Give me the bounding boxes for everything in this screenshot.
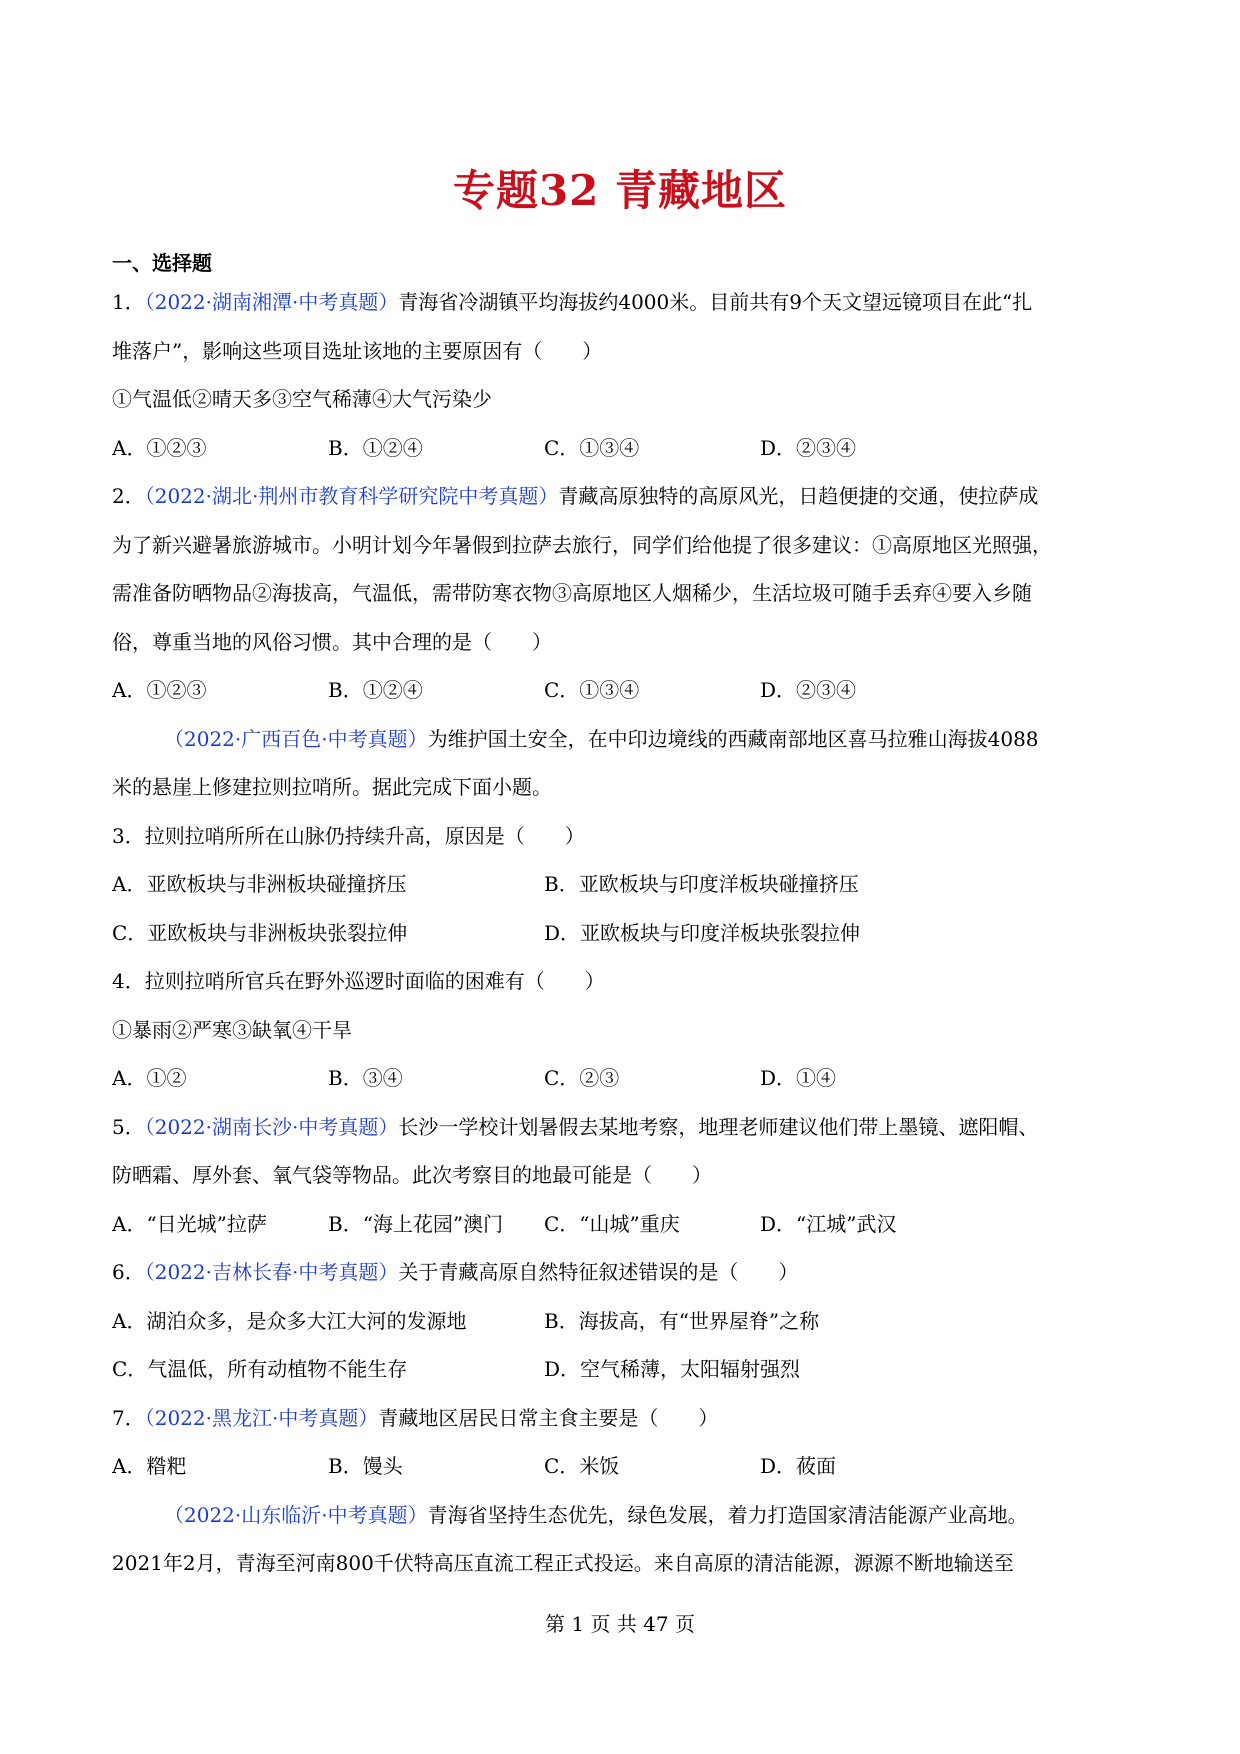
- q6-options-row2: [112, 1345, 1142, 1394]
- option-b: B．“海上花园”澳门: [328, 1211, 504, 1236]
- option-b: B．馒头: [328, 1454, 403, 1478]
- option-c: C．②③: [544, 1066, 620, 1090]
- q2-line3: 需准备防晒物品②海拔高，气温低，需带防寒衣物③高原地区人烟稀少，生活垃圾可随手丢弃④要入乡随: [112, 581, 1032, 605]
- group8-line1: （2022·山东临沂·中考真题）青海省坚持生态优先，绿色发展，着力打造国家清洁能源产业高地。: [164, 1502, 1028, 1527]
- q5-line1: 5．（2022·湖南长沙·中考真题）长沙一学校计划暑假去某地考察，地理老师建议他们带上墨镜、遮阳帽、: [112, 1114, 1039, 1139]
- group34-line2: 米的悬崖上修建拉则拉哨所。据此完成下面小题。: [112, 775, 552, 799]
- option-d: D．莜面: [760, 1454, 837, 1478]
- q1-line1: 1．（2022·湖南湘潭·中考真题）青海省冷湖镇平均海拔约4000米。目前共有9个天文望远镜项目在此“扎: [112, 290, 1033, 314]
- option-a: A．湖泊众多，是众多大江大河的发源地: [112, 1308, 467, 1333]
- q2-options: [112, 666, 1142, 715]
- q4-stem: 4．拉则拉哨所官兵在野外巡逻时面临的困难有（ ）: [112, 969, 605, 993]
- q2-line2: 为了新兴避暑旅游城市。小明计划今年暑假到拉萨去旅行，同学们给他提了很多建议：①高原地区光照强，: [112, 532, 1052, 557]
- section-heading: 一、选择题: [112, 251, 212, 275]
- q7-source: （2022·黑龙江·中考真题）: [144, 1405, 379, 1430]
- q1-options: [112, 424, 1142, 473]
- option-b: B．③④: [328, 1066, 403, 1090]
- q5-line2: 防晒霜、厚外套、氧气袋等物品。此次考察目的地最可能是（ ）: [112, 1163, 712, 1187]
- option-b: B．海拔高，有“世界屋脊”之称: [544, 1308, 820, 1333]
- option-a: A．亚欧板块与非洲板块碰撞挤压: [112, 872, 407, 896]
- q2-source: （2022·湖北·荆州市教育科学研究院中考真题）: [144, 484, 559, 508]
- option-a: A．糌粑: [112, 1454, 187, 1478]
- option-d: D．空气稀薄，太阳辐射强烈: [544, 1357, 801, 1381]
- option-d: D．“江城”武汉: [760, 1211, 897, 1236]
- option-c: C．“山城”重庆: [544, 1211, 680, 1236]
- question-list: [112, 248, 1142, 1588]
- q6-line1: 6．（2022·吉林长春·中考真题）关于青藏高原自然特征叙述错误的是（ ）: [112, 1260, 799, 1284]
- group34-source: （2022·广西百色·中考真题）: [164, 726, 428, 751]
- option-c: C．气温低，所有动植物不能生存: [112, 1357, 408, 1381]
- q3-options-row2: [112, 909, 1142, 958]
- option-a: A．①②: [112, 1066, 187, 1090]
- option-b: B．①②④: [328, 678, 423, 702]
- page-footer: 第 1 页 共 47 页: [545, 1612, 695, 1636]
- option-c: C．亚欧板块与非洲板块张裂拉伸: [112, 920, 408, 945]
- option-c: C．米饭: [544, 1454, 620, 1478]
- q5-options: [112, 1200, 1142, 1249]
- q5-source: （2022·湖南长沙·中考真题）: [144, 1114, 399, 1139]
- q7-options: [112, 1442, 1142, 1491]
- option-d: D．亚欧板块与印度洋板块张裂拉伸: [544, 920, 861, 945]
- q2-line4: 俗，尊重当地的风俗习惯。其中合理的是（ ）: [112, 629, 552, 654]
- option-c: C．①③④: [544, 435, 640, 460]
- option-a: A．①②③: [112, 678, 207, 702]
- q2-line1: 2．（2022·湖北·荆州市教育科学研究院中考真题）青藏高原独特的高原风光，日趋便捷的交通，使拉萨成: [112, 484, 1039, 508]
- q1-line2: 堆落户”，影响这些项目选址该地的主要原因有（ ）: [112, 338, 603, 363]
- option-a: A．“日光城”拉萨: [112, 1211, 267, 1236]
- q6-options-row1: [112, 1297, 1142, 1346]
- option-d: D．①④: [760, 1066, 837, 1090]
- page-title: 专题32 青藏地区: [452, 166, 788, 215]
- q6-source: （2022·吉林长春·中考真题）: [144, 1260, 399, 1284]
- q1-source: （2022·湖南湘潭·中考真题）: [144, 290, 399, 314]
- group8-line2: 2021年2月，青海至河南800千伏特高压直流工程正式投运。来自高原的清洁能源，源源不断地输送至: [112, 1551, 1014, 1575]
- option-a: A．①②③: [112, 435, 207, 460]
- group34-line1: （2022·广西百色·中考真题）为维护国土安全，在中印边境线的西藏南部地区喜马拉雅山海拔4088: [164, 726, 1039, 751]
- option-b: B．①②④: [328, 435, 423, 460]
- q4-options: [112, 1054, 1142, 1103]
- option-d: D．②③④: [760, 435, 857, 460]
- q3-stem: 3．拉则拉哨所所在山脉仍持续升高，原因是（ ）: [112, 823, 585, 848]
- q7-line1: 7．（2022·黑龙江·中考真题）青藏地区居民日常主食主要是（ ）: [112, 1405, 719, 1430]
- q1-items: ①气温低②晴天多③空气稀薄④大气污染少: [112, 387, 492, 411]
- option-c: C．①③④: [544, 678, 640, 702]
- q4-items: ①暴雨②严寒③缺氧④干旱: [112, 1017, 352, 1042]
- group8-source: （2022·山东临沂·中考真题）: [164, 1502, 428, 1527]
- option-b: B．亚欧板块与印度洋板块碰撞挤压: [544, 872, 859, 896]
- q3-options-row1: [112, 860, 1142, 909]
- option-d: D．②③④: [760, 678, 857, 702]
